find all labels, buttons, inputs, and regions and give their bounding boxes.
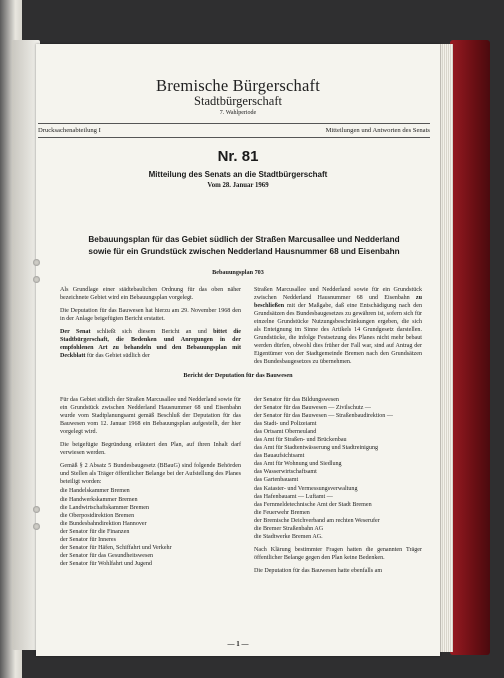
intro-paragraph: Straßen Marcusallee und Nedderland sowie für ein Grundstück zwischen Nedderland Hausnummer 68 und Eisenbahn zu beschließen mit der Maßgabe, daß eine Entschädigung nach den Grundsätzen des Bundesbaugesetzes zu gewähren ist, sofern sich für einzelne Grundstücke Nutzungsbeschränkungen ergeben, die sich als Enteignung im Sinne des Artikels 14 Grundgesetz darstellen. Grundstücke, die infolge Festsetzung des Planes nicht mehr bebaut werden dürfen, obwohl dies früher der Fall war, sind auf Antrag der Eigentümer von der Stadtgemeinde Bremen nach den Grundsätzen des Bundesbaugesetzes zu übernehmen.: [254, 287, 422, 366]
list-item: das Kataster- und Vermessungsverwaltung: [254, 485, 358, 492]
list-item: der Senator für das Bildungswesen: [254, 397, 339, 403]
body-paragraph: Die beigefügte Begründung erläutert den Plan, auf ihren Inhalt darf verwiesen werden.: [60, 442, 241, 457]
list-item: der Senator für das Bauwesen — Straßenbaudirektion —: [254, 413, 393, 420]
list-item: die Handelskammer Bremen: [60, 488, 130, 495]
list-item: das Fernmeldetechnische Amt der Stadt Bremen: [254, 501, 372, 508]
list-item: die Stadtwerke Bremen AG.: [254, 533, 323, 540]
punch-hole: [33, 523, 40, 530]
list-item: das Ortsamt Oberneuland: [254, 429, 317, 436]
authority-list-right: [254, 396, 422, 541]
intro-paragraph: Der Senat schließt sich diesem Bericht an und bittet die Stadtbürgerschaft, die Bedenken und Anregungen in der empfohlenen Art zu behandeln und den Bebauungsplan mit Deckblatt für das Gebiet südlich der: [60, 329, 241, 360]
list-item: die Feuerwehr Bremen: [254, 509, 310, 516]
list-item: die Handwerkskammer Bremen: [60, 496, 138, 503]
punch-hole: [33, 259, 40, 266]
plan-heading-line1: Bebauungsplan für das Gebiet südlich der Straßen Marcusallee und Nedderland: [88, 235, 400, 244]
binder-cover: [450, 40, 490, 655]
list-item: der Senator für Häfen, Schiffahrt und Verkehr: [60, 544, 172, 551]
plan-number: Bebauungsplan 703: [212, 269, 264, 276]
document-page: [36, 44, 440, 656]
list-item: der Senator für das Gesundheitswesen: [60, 552, 154, 559]
list-item: das Gartenbauamt: [254, 477, 299, 484]
list-item: der Senator für das Bauwesen — Zivilschutz —: [254, 405, 371, 412]
parliament-subtitle: Stadtbürgerschaft: [194, 94, 282, 108]
list-item: das Wasserwirtschaftsamt: [254, 469, 317, 476]
punch-hole: [33, 276, 40, 283]
series-label: Mitteilungen und Antworten des Senats: [325, 127, 430, 134]
list-item: die Bundesbahndirektion Hannover: [60, 520, 147, 527]
body-paragraph: Nach Klärung bestimmter Fragen hatten die genannten Träger öffentlicher Belange gegen den Plan keine Bedenken.: [254, 546, 422, 561]
intro-left-column: [60, 286, 241, 365]
list-item: die Landwirtschaftskammer Bremen: [60, 504, 150, 511]
list-item: das Amt für Wohnung und Siedlung: [254, 461, 342, 468]
body-paragraph: Gemäß § 2 Absatz 5 Bundesbaugesetz (BBauG) sind folgende Behörden und Stellen als Träger öffentlicher Belange bei der Aufstellung des Planes beteiligt worden:: [60, 463, 241, 486]
punch-hole: [33, 506, 40, 513]
list-item: das Bauaufsichtsamt: [254, 453, 305, 460]
plan-heading: [66, 234, 422, 257]
authority-list-left: [60, 487, 241, 567]
document-number: Nr. 81: [217, 148, 259, 165]
list-item: das Amt für Straßen- und Brückenbau: [254, 437, 347, 444]
report-heading: Bericht der Deputation für das Bauwesen: [183, 372, 293, 379]
document-date: Vom 28. Januar 1969: [207, 182, 269, 189]
list-item: das Hafenbauamt — Luftamt —: [254, 493, 333, 500]
list-item: die Oberpostdirektion Bremen: [60, 512, 135, 519]
header-rule-top: [38, 123, 430, 124]
list-item: der Senator für Inneres: [60, 536, 117, 543]
intro-paragraph: Die Deputation für das Bauwesen hat hierzu am 29. November 1968 den in der Anlage beigefügten Bericht erstattet.: [60, 308, 241, 323]
plan-heading-line2: sowie für ein Grundstück zwischen Nedderland Hausnummer 68 und Eisenbahn: [88, 246, 400, 256]
intro-paragraph: Als Grundlage einer städtebaulichen Ordnung für das oben näher bezeichnete Gebiet wird ein Bebauungsplan vorgelegt.: [60, 287, 241, 302]
electoral-period: 7. Wahlperiode: [219, 110, 257, 116]
section-label: Drucksachenabteilung I: [38, 127, 101, 134]
list-item: das Amt für Stadtentwässerung und Stadtreinigung: [254, 445, 379, 452]
parliament-title: Bremische Bürgerschaft: [155, 76, 320, 95]
body-left-column: [60, 396, 241, 568]
body-paragraph: Für das Gebiet südlich der Straßen Marcusallee und Nedderland sowie für ein Grundstück zwischen Nedderland Hausnummer 68 und Eisenbahn wurde vom Stadtplanungsamt gemäß Beschluß der Deputation für das Bauwesen vom 12. Januar 1968 ein Bebauungsplan aufgestellt, der hier vorgelegt wird.: [60, 397, 241, 436]
list-item: das Stadt- und Polizeiamt: [254, 421, 317, 428]
communication-title: Mitteilung des Senats an die Stadtbürgerschaft: [148, 170, 328, 179]
intro-right-column: [254, 286, 422, 371]
page-number: — 1 —: [227, 640, 249, 648]
list-item: der Bremische Deichverband am rechten Weserufer: [254, 517, 380, 524]
list-item: der Senator für Wohlfahrt und Jugend: [60, 560, 152, 567]
header-rule-bottom: [38, 137, 430, 138]
list-item: der Senator für die Finanzen: [60, 528, 130, 535]
list-item: die Bremer Straßenbahn AG: [254, 525, 324, 532]
body-paragraph: Die Deputation für das Bauwesen hatte ebenfalls am: [254, 567, 383, 574]
body-right-column: [254, 396, 422, 580]
